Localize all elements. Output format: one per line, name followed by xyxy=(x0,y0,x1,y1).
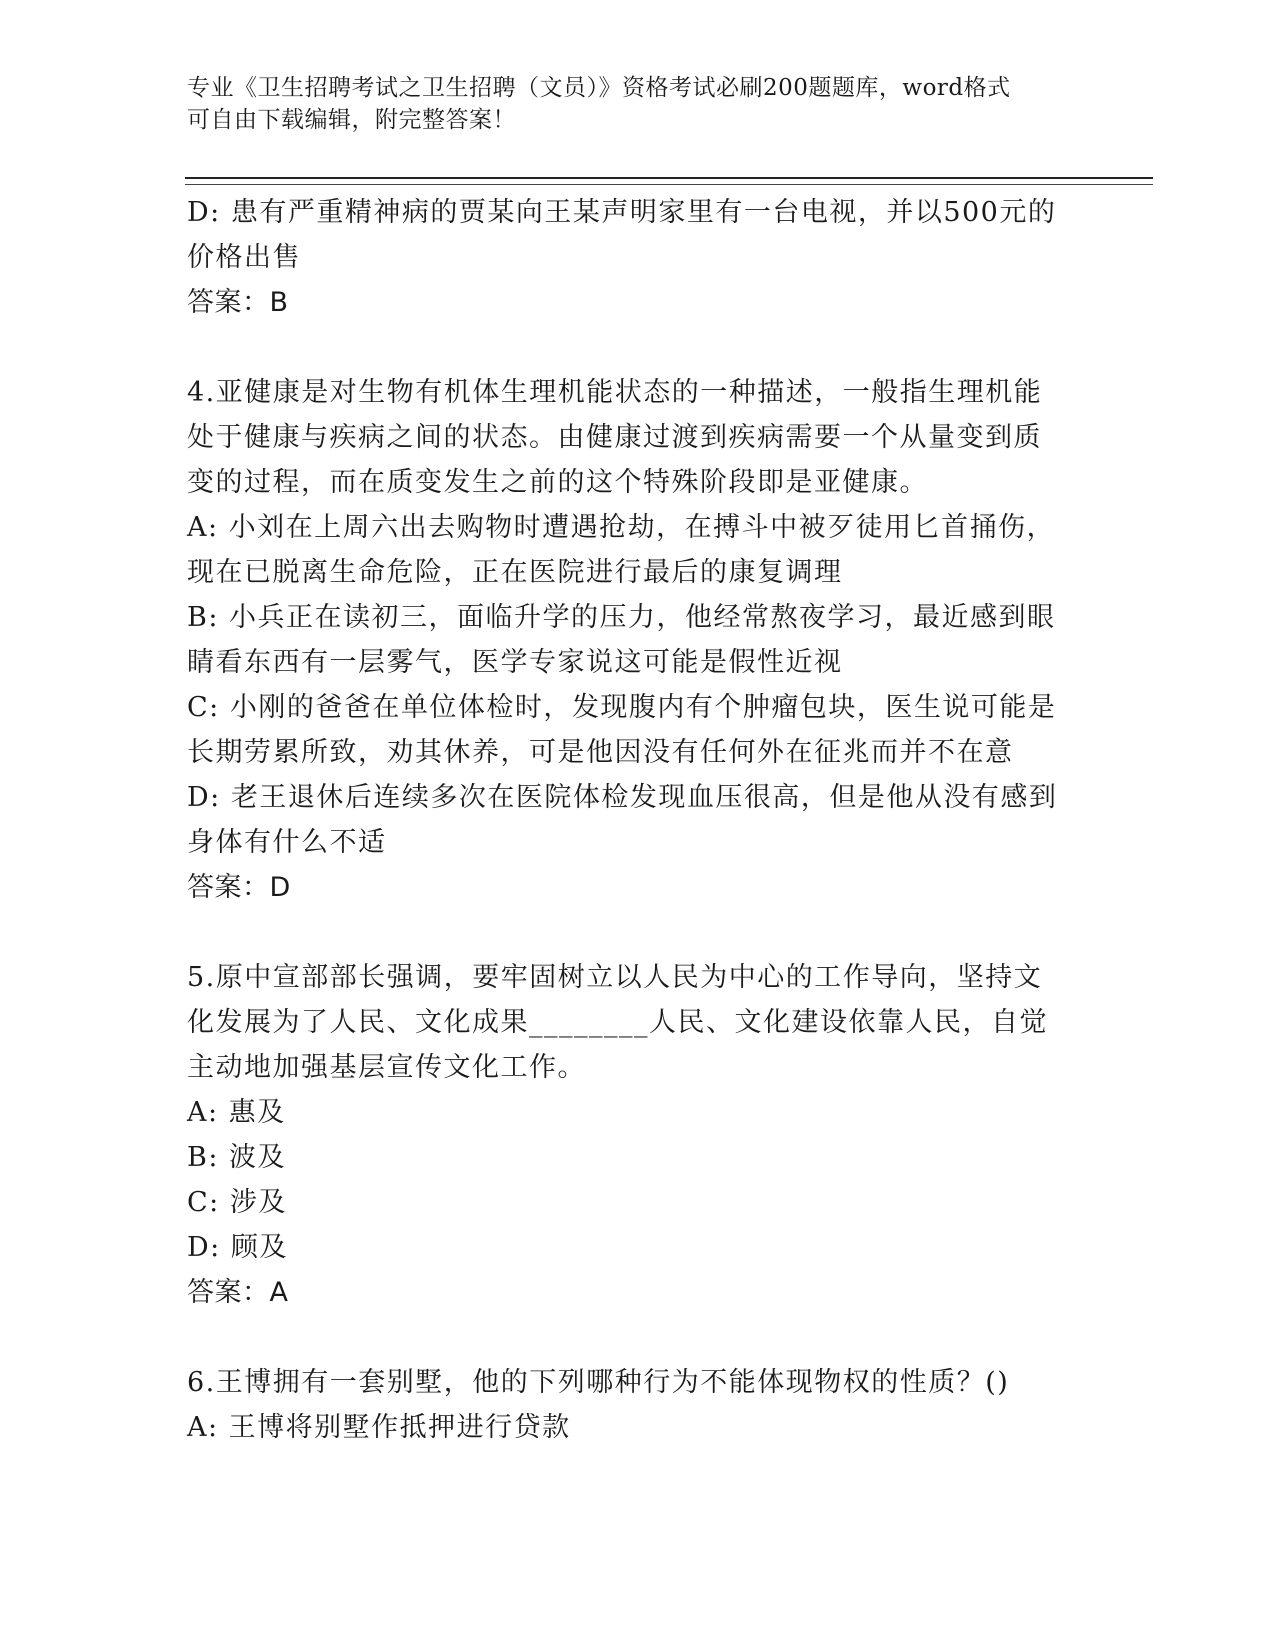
q4-stem-line-2: 处于健康与疾病之间的状态。由健康过渡到疾病需要一个从量变到质 xyxy=(187,422,1042,453)
q4-option-c-line-2: 长期劳累所致，劝其休养，可是他因没有任何外在征兆而并不在意 xyxy=(187,737,1014,768)
question-3-continued xyxy=(187,190,1087,325)
q3-option-d-line-2: 价格出售 xyxy=(187,242,301,273)
spacer xyxy=(187,910,1087,955)
q5-answer: 答案：A xyxy=(187,1277,289,1308)
spacer xyxy=(187,325,1087,370)
q5-option-b: B: 波及 xyxy=(187,1142,287,1173)
q4-answer: 答案：D xyxy=(187,872,291,903)
q4-option-d-line-1: D: 老王退休后连续多次在医院体检发现血压很高，但是他从没有感到 xyxy=(187,782,1058,813)
q4-option-a-line-2: 现在已脱离生命危险，正在医院进行最后的康复调理 xyxy=(187,557,843,588)
question-4 xyxy=(187,370,1087,910)
q4-option-c-line-1: C: 小刚的爸爸在单位体检时，发现腹内有个肿瘤包块，医生说可能是 xyxy=(187,692,1057,723)
q6-option-a: A: 王博将别墅作抵押进行贷款 xyxy=(187,1412,571,1443)
q5-stem-line-2: 化发展为了人民、文化成果________人民、文化建设依靠人民，自觉 xyxy=(187,1007,1048,1038)
spacer xyxy=(187,1315,1087,1360)
q4-stem-line-1: 4.亚健康是对生物有机体生理机能状态的一种描述，一般指生理机能 xyxy=(187,377,1043,408)
q5-option-d: D: 顾及 xyxy=(187,1232,288,1263)
q5-option-c: C: 涉及 xyxy=(187,1187,287,1218)
q5-stem-line-1: 5.原中宣部部长强调，要牢固树立以人民为中心的工作导向，坚持文 xyxy=(187,962,1043,993)
q4-stem-line-3: 变的过程，而在质变发生之前的这个特殊阶段即是亚健康。 xyxy=(187,467,928,498)
q4-option-b-line-1: B: 小兵正在读初三，面临升学的压力，他经常熬夜学习，最近感到眼 xyxy=(187,602,1056,633)
q5-option-a: A: 惠及 xyxy=(187,1097,286,1128)
q5-stem-line-3: 主动地加强基层宣传文化工作。 xyxy=(187,1052,586,1083)
q3-option-d-line-1: D: 患有严重精神病的贾某向王某声明家里有一台电视，并以500元的 xyxy=(187,197,1057,228)
q4-option-a-line-1: A: 小刘在上周六出去购物时遭遇抢劫，在搏斗中被歹徒用匕首捅伤， xyxy=(187,512,1056,543)
header-divider-thick xyxy=(185,177,1153,179)
q4-option-b-line-2: 睛看东西有一层雾气，医学专家说这可能是假性近视 xyxy=(187,647,843,678)
question-5 xyxy=(187,955,1087,1315)
q3-answer: 答案：B xyxy=(187,287,289,318)
q6-stem-line-1: 6.王博拥有一套别墅，他的下列哪种行为不能体现物权的性质？() xyxy=(187,1367,1010,1398)
header-divider-thin xyxy=(185,184,1153,185)
question-6 xyxy=(187,1360,1087,1450)
q4-option-d-line-2: 身体有什么不适 xyxy=(187,827,387,858)
header-title-line-2: 可自由下载编辑，附完整答案！ xyxy=(187,107,516,133)
header-title-line-1: 专业《卫生招聘考试之卫生招聘（文员）》资格考试必刷200题题库，word格式 xyxy=(187,75,1011,101)
document-header xyxy=(187,72,1067,136)
document-body xyxy=(187,190,1087,1450)
